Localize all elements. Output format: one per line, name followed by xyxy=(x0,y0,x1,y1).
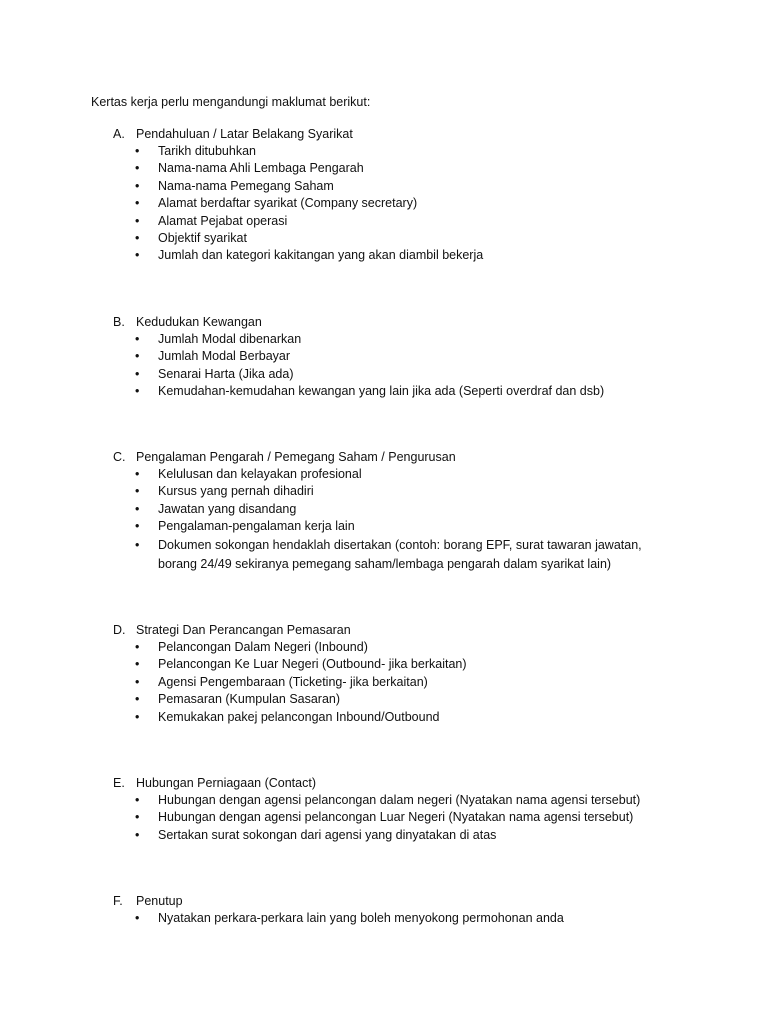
bullet-icon xyxy=(135,247,139,264)
section-letter: D. xyxy=(113,623,126,637)
section-letter: C. xyxy=(113,450,126,464)
list-item-text: Alamat Pejabat operasi xyxy=(158,213,288,228)
bullet-list xyxy=(113,910,673,927)
section-a xyxy=(113,125,673,265)
bullet-icon xyxy=(135,195,139,212)
section-e xyxy=(113,774,673,844)
list-item-text: Dokumen sokongan hendaklah disertakan (contoh: borang EPF, surat tawaran jawatan, borang 24/49 sekiranya pemegang saham/lembaga pengarah dalam syarikat lain) xyxy=(158,537,642,571)
list-item xyxy=(113,674,673,691)
list-item xyxy=(113,160,673,177)
bullet-icon xyxy=(135,466,139,483)
list-item xyxy=(113,213,673,230)
list-item xyxy=(113,331,673,348)
bullet-icon xyxy=(135,536,139,555)
section-title: Penutup xyxy=(136,894,183,908)
bullet-list xyxy=(113,331,673,401)
bullet-icon xyxy=(135,366,139,383)
list-item xyxy=(113,230,673,247)
bullet-icon xyxy=(135,518,139,535)
section-c xyxy=(113,448,673,574)
list-item-text: Nama-nama Pemegang Saham xyxy=(158,178,334,193)
list-item-text: Kelulusan dan kelayakan profesional xyxy=(158,467,362,481)
list-item-text: Pelancongan Dalam Negeri (Inbound) xyxy=(158,640,368,654)
section-title: Kedudukan Kewangan xyxy=(136,315,262,329)
bullet-icon xyxy=(135,910,139,927)
bullet-icon xyxy=(135,792,139,809)
bullet-list xyxy=(113,792,673,844)
list-item-text: Pemasaran (Kumpulan Sasaran) xyxy=(158,692,341,707)
bullet-icon xyxy=(135,160,139,177)
list-item xyxy=(113,709,673,726)
list-item-text: Hubungan dengan agensi pelancongan dalam negeri (Nyatakan nama agensi tersebut) xyxy=(158,793,641,807)
list-item xyxy=(113,656,673,673)
list-item xyxy=(113,827,673,844)
bullet-list xyxy=(113,143,673,265)
list-item-text: Hubungan dengan agensi pelancongan Luar Negeri (Nyatakan nama agensi tersebut) xyxy=(158,810,634,825)
section-heading xyxy=(113,621,673,639)
bullet-icon xyxy=(135,656,139,673)
section-heading xyxy=(113,892,673,910)
list-item-text: Objektif syarikat xyxy=(158,231,247,246)
section-title: Pendahuluan / Latar Belakang Syarikat xyxy=(136,127,353,141)
section-letter: A. xyxy=(113,127,125,141)
bullet-icon xyxy=(135,230,139,247)
list-item xyxy=(113,792,673,809)
section-b xyxy=(113,313,673,401)
list-item-text: Tarikh ditubuhkan xyxy=(158,144,256,158)
bullet-icon xyxy=(135,383,139,400)
list-item xyxy=(113,483,673,500)
bullet-list xyxy=(113,466,673,574)
bullet-icon xyxy=(135,213,139,230)
section-title: Hubungan Perniagaan (Contact) xyxy=(136,776,316,790)
intro-text: Kertas kerja perlu mengandungi maklumat berikut: xyxy=(91,95,371,109)
section-letter: F. xyxy=(113,894,123,908)
section-d xyxy=(113,621,673,726)
list-item-text: Jumlah dan kategori kakitangan yang akan diambil bekerja xyxy=(158,248,484,263)
bullet-icon xyxy=(135,809,139,826)
list-item xyxy=(113,348,673,365)
section-f xyxy=(113,892,673,927)
section-title: Pengalaman Pengarah / Pemegang Saham / Pengurusan xyxy=(136,450,456,464)
list-item-text: Jumlah Modal Berbayar xyxy=(158,349,291,364)
list-item xyxy=(113,383,673,400)
list-item-text: Agensi Pengembaraan (Ticketing- jika berkaitan) xyxy=(158,674,428,689)
bullet-icon xyxy=(135,483,139,500)
list-item-text: Senarai Harta (Jika ada) xyxy=(158,366,294,381)
list-item xyxy=(113,809,673,826)
list-item-text: Sertakan surat sokongan dari agensi yang dinyatakan di atas xyxy=(158,827,497,842)
list-item xyxy=(113,536,673,574)
list-item xyxy=(113,195,673,212)
list-item-text: Pelancongan Ke Luar Negeri (Outbound- jika berkaitan) xyxy=(158,657,467,672)
bullet-icon xyxy=(135,348,139,365)
list-item xyxy=(113,366,673,383)
list-item-text: Kemukakan pakej pelancongan Inbound/Outbound xyxy=(158,709,440,724)
list-item xyxy=(113,691,673,708)
bullet-icon xyxy=(135,827,139,844)
list-item xyxy=(113,910,673,927)
list-item xyxy=(113,518,673,535)
section-heading xyxy=(113,125,673,143)
section-title: Strategi Dan Perancangan Pemasaran xyxy=(136,623,351,637)
bullet-icon xyxy=(135,143,139,160)
list-item-text: Kemudahan-kemudahan kewangan yang lain jika ada (Seperti overdraf dan dsb) xyxy=(158,384,605,399)
section-heading xyxy=(113,448,673,466)
list-item-text: Kursus yang pernah dihadiri xyxy=(158,484,314,499)
bullet-icon xyxy=(135,674,139,691)
list-item-text: Nyatakan perkara-perkara lain yang boleh menyokong permohonan anda xyxy=(158,911,564,925)
list-item-text: Nama-nama Ahli Lembaga Pengarah xyxy=(158,161,364,176)
bullet-icon xyxy=(135,501,139,518)
bullet-icon xyxy=(135,709,139,726)
list-item xyxy=(113,639,673,656)
bullet-icon xyxy=(135,691,139,708)
section-letter: B. xyxy=(113,315,125,329)
list-item xyxy=(113,247,673,264)
list-item-text: Jumlah Modal dibenarkan xyxy=(158,332,302,346)
list-item-text: Alamat berdaftar syarikat (Company secretary) xyxy=(158,196,418,211)
section-heading xyxy=(113,313,673,331)
section-letter: E. xyxy=(113,776,125,790)
bullet-icon xyxy=(135,639,139,656)
section-heading xyxy=(113,774,673,792)
list-item xyxy=(113,501,673,518)
bullet-icon xyxy=(135,178,139,195)
list-item xyxy=(113,143,673,160)
list-item xyxy=(113,178,673,195)
bullet-list xyxy=(113,639,673,726)
bullet-icon xyxy=(135,331,139,348)
list-item-text: Jawatan yang disandang xyxy=(158,501,297,516)
list-item-text: Pengalaman-pengalaman kerja lain xyxy=(158,519,355,534)
list-item xyxy=(113,466,673,483)
